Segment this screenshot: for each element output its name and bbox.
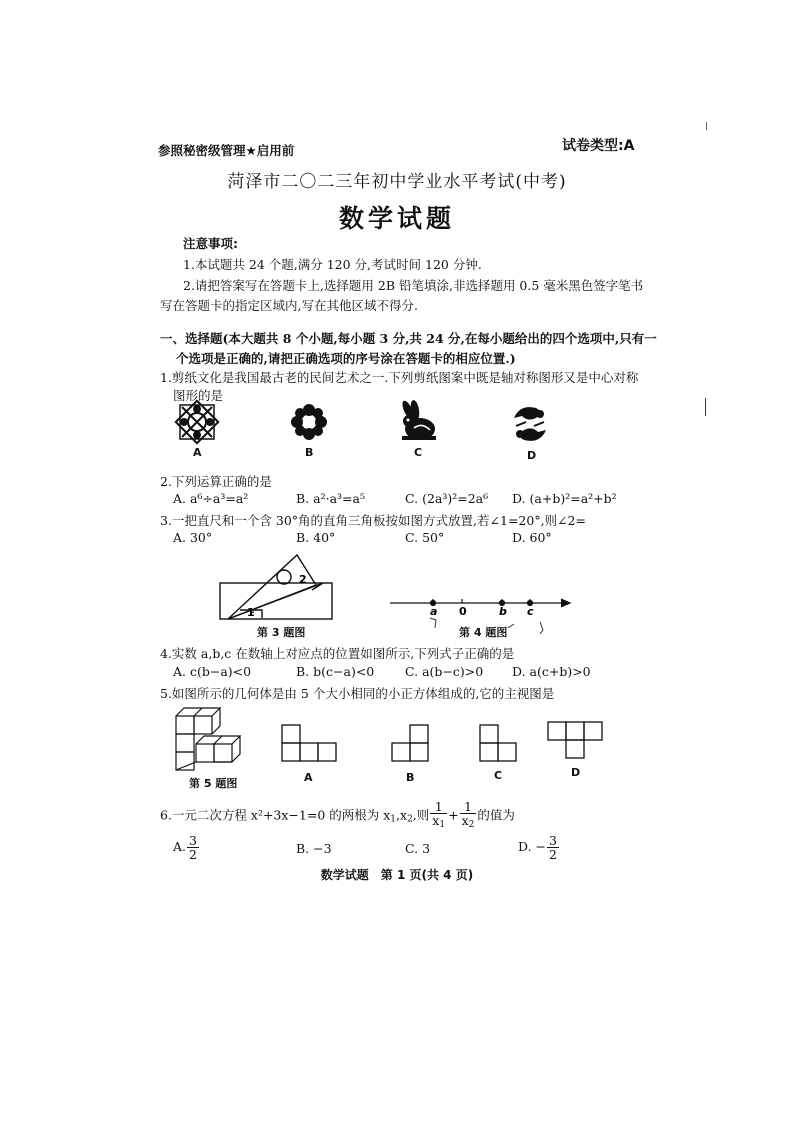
q6-frac2-num: 1 xyxy=(460,800,477,814)
notice-line-2a: 2.请把答案写在答题卡上,选择题用 2B 铅笔填涂,非选择题用 0.5 毫米黑色签字笔书 xyxy=(183,278,644,293)
page-footer: 数学试题 第 1 页(共 4 页) xyxy=(320,868,474,882)
q4-option-b: B. b(c−a)<0 xyxy=(296,664,375,679)
pen-mark xyxy=(430,618,436,628)
papercut-a-icon xyxy=(176,401,218,443)
q6-option-d xyxy=(518,834,560,861)
pen-mark xyxy=(540,622,543,634)
q6-option-a-fraction xyxy=(187,834,199,861)
q6-frac1-den xyxy=(430,814,447,832)
point-0-label: 0 xyxy=(459,605,467,618)
q1-stem-2: 图形的是 xyxy=(173,388,224,403)
q6-plus: + xyxy=(448,807,459,823)
q3-option-d: D. 60° xyxy=(512,530,552,545)
q6-option-a-den: 2 xyxy=(189,847,197,862)
q6-option-c: C. 3 xyxy=(405,841,431,856)
subject-title: 数学试题 xyxy=(338,204,455,233)
q6-comma: ,x xyxy=(396,807,408,823)
q6-stem-text: 6.一元二次方程 x²+3x−1=0 的两根为 x xyxy=(160,807,391,823)
q6-option-d-num: 3 xyxy=(549,833,557,848)
notice-line-2b: 写在答题卡的指定区域内,写在其他区域不得分. xyxy=(160,298,418,313)
q3-figure-caption: 第 3 题图 xyxy=(257,626,306,639)
q5-option-d-figure xyxy=(548,722,602,758)
q2-option-a: A. a⁶÷a³=a² xyxy=(173,491,249,506)
notice-line-1: 1.本试题共 24 个题,满分 120 分,考试时间 120 分钟. xyxy=(183,257,482,272)
q6-value-text: 的值为 xyxy=(477,807,515,823)
q2-option-b: B. a²·a³=a⁵ xyxy=(296,491,365,506)
q5-label-b: B xyxy=(406,771,415,784)
q5-label-c: C xyxy=(494,769,503,782)
paper-type-label: 试卷类型:A xyxy=(562,138,635,154)
q6-then: ,则 xyxy=(412,807,430,823)
q6-fraction-2 xyxy=(460,800,477,832)
q5-option-a-figure xyxy=(282,725,336,761)
q3-stem: 3.一把直尺和一个含 30°角的直角三角板按如图方式放置,若∠1=20°,则∠2= xyxy=(160,513,586,528)
q2-option-c: C. (2a³)²=2a⁶ xyxy=(405,491,489,506)
point-a-label: a xyxy=(430,605,438,618)
q5-label-d: D xyxy=(571,766,581,779)
notice-title: 注意事项: xyxy=(183,236,238,251)
q4-stem: 4.实数 a,b,c 在数轴上对应点的位置如图所示,下列式子正确的是 xyxy=(160,646,515,661)
q1-label-c: C xyxy=(414,446,423,459)
section1-line-2: 个选项是正确的,请把正确选项的序号涂在答题卡的相应位置.) xyxy=(176,351,516,366)
q6-option-a-prefix: A. xyxy=(173,839,187,854)
papercut-d-icon xyxy=(514,407,546,441)
q3-option-c: C. 50° xyxy=(405,530,445,545)
q5-option-b-figure xyxy=(392,725,428,761)
q6-sub-1: 1 xyxy=(390,814,397,825)
q6-frac2-x: x xyxy=(461,813,469,828)
q6-option-d-prefix: D. − xyxy=(518,839,546,854)
q6-option-d-den: 2 xyxy=(549,847,557,862)
q5-cube-solid-figure xyxy=(176,708,240,770)
angle-1-label: 1 xyxy=(247,606,255,619)
q5-option-c-figure xyxy=(480,725,516,761)
point-c-label: c xyxy=(527,605,534,618)
q6-frac1-num: 1 xyxy=(430,800,447,814)
q6-frac2-sub: 2 xyxy=(468,820,475,830)
q6-option-d-fraction xyxy=(547,834,559,861)
exam-title: 菏泽市二〇二三年初中学业水平考试(中考) xyxy=(227,172,567,192)
angle-2-label: 2 xyxy=(299,573,307,586)
q4-number-line xyxy=(390,599,570,607)
q6-stem xyxy=(160,800,515,832)
q1-label-b: B xyxy=(305,446,314,459)
q6-fraction-1 xyxy=(430,800,447,832)
q5-label-a: A xyxy=(304,771,313,784)
papercut-c-rabbit-icon xyxy=(400,399,436,440)
q5-figure-caption: 第 5 题图 xyxy=(189,777,238,790)
q6-frac1-x: x xyxy=(432,813,440,828)
q6-sub-2: 2 xyxy=(407,814,413,825)
q6-option-b: B. −3 xyxy=(296,841,332,856)
papercut-b-icon xyxy=(291,404,327,440)
q3-ruler-triangle-figure xyxy=(220,555,332,619)
q6-frac2-den xyxy=(460,814,477,832)
q2-option-d: D. (a+b)²=a²+b² xyxy=(512,491,617,506)
q3-option-b: B. 40° xyxy=(296,530,336,545)
q6-option-a-num: 3 xyxy=(189,833,197,848)
q6-option-a xyxy=(173,834,200,861)
q1-label-d: D xyxy=(527,449,537,462)
confidential-label: 参照秘密级管理★启用前 xyxy=(158,143,295,158)
q1-label-a: A xyxy=(193,446,202,459)
q4-option-a: A. c(b−a)<0 xyxy=(173,664,252,679)
q1-stem-1: 1.剪纸文化是我国最古老的民间艺术之一.下列剪纸图案中既是轴对称图形又是中心对称 xyxy=(160,370,639,385)
q4-figure-caption: 第 4 题图 xyxy=(459,626,508,639)
pen-mark xyxy=(508,624,514,628)
q4-option-d: D. a(c+b)>0 xyxy=(512,664,591,679)
point-b-label: b xyxy=(499,605,507,618)
q4-option-c: C. a(b−c)>0 xyxy=(405,664,484,679)
q5-stem: 5.如图所示的几何体是由 5 个大小相同的小正方体组成的,它的主视图是 xyxy=(160,686,555,701)
q6-frac1-sub: 1 xyxy=(439,820,446,830)
q2-stem: 2.下列运算正确的是 xyxy=(160,474,272,489)
q3-option-a: A. 30° xyxy=(173,530,213,545)
section1-line-1: 一、选择题(本大题共 8 个小题,每小题 3 分,共 24 分,在每小题给出的四个选项中,只有一 xyxy=(160,331,657,346)
